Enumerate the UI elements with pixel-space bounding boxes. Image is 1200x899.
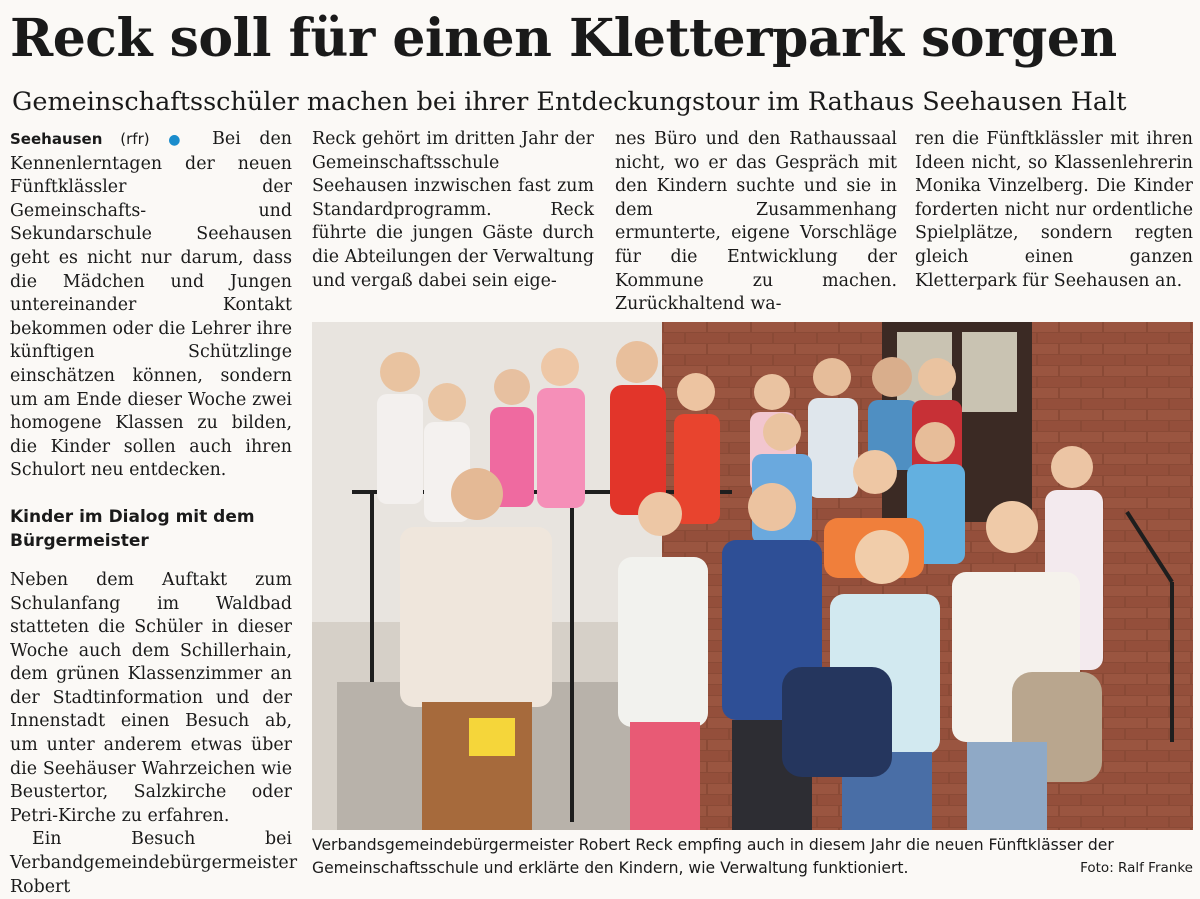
dateline-author: (rfr) xyxy=(120,130,150,148)
section-heading: Kinder im Dialog mit dem Bürgermeister xyxy=(10,506,255,551)
group-photo xyxy=(312,322,1193,830)
column-2-text: Reck gehört im dritten Jahr der Gemeinschaftsschule Seehausen inzwischen fast zum Standardprogramm. Reck führte die jungen Gäste durch die Abteilungen der Verwaltung und vergaß dabei sein eige- xyxy=(312,129,594,291)
photo-caption: Verbandsgemeindebürgermeister Robert Reck empfing auch in diesem Jahr die neuen Fünftklässer der Gemeinschaftsschule und erklärte den Kindern, wie Verwaltung funktioniert. xyxy=(312,836,1114,877)
group-photo-illustration xyxy=(312,322,1193,830)
paragraph-2: Neben dem Auftakt zum Schulanfang im Waldbad statteten die Schüler in dieser Woche auch dem Schillerhain, dem grünen Klassenzimmer an der Stadtinformation und der Innenstadt einen Besuch ab, um unter anderem etwas über die Seehäuser Wahrzeichen wie Beustertor, Salzkirche oder Petri-Kirche zu erfahren. xyxy=(10,569,292,826)
column-1 xyxy=(10,128,298,899)
bullet-dot-icon: ● xyxy=(168,132,194,148)
dateline-place: Seehausen xyxy=(10,130,103,148)
column-3-text: nes Büro und den Rathaussaal nicht, wo er das Gespräch mit den Kindern suchte und sie in dem Zusammenhang ermunterte, eigene Vorschläge für die Entwicklung der Kommune zu machen. Zurückhaltend wa- xyxy=(615,129,897,315)
paragraph-3-start: Ein Besuch bei Verbandgemeindebürgermeister Robert xyxy=(10,829,298,897)
dateline xyxy=(10,130,150,148)
intro-paragraph xyxy=(10,128,292,483)
subheadline: Gemeinschaftsschüler machen bei ihrer Entdeckungstour im Rathaus Seehausen Halt xyxy=(12,87,1127,117)
photo-credit: Foto: Ralf Franke xyxy=(1080,860,1193,876)
column-2 xyxy=(312,128,594,293)
intro-text: Bei den Kennenlerntagen der neuen Fünftklässler der Gemeinschafts- und Sekundarschule Seehausen geht es nicht nur darum, dass die Mädchen und Jungen untereinander Kontakt bekommen oder die Lehrer ihre künftigen Schützlinge einschätzen können, sondern um am Ende dieser Woche zwei homogene Klassen zu bilden, die Kinder sollen auch ihren Schulort neu entdecken. xyxy=(10,129,292,481)
headline: Reck soll für einen Kletterpark sorgen xyxy=(10,8,1117,69)
column-4 xyxy=(915,128,1193,293)
column-4-text: ren die Fünftklässler mit ihren Ideen nicht, so Klassenlehrerin Monika Vinzelberg. Die Kinder forderten nicht nur ordentliche Spielplätze, sondern regten gleich einen ganzen Kletterpark für Seehausen an. xyxy=(915,129,1193,291)
column-3 xyxy=(615,128,897,317)
